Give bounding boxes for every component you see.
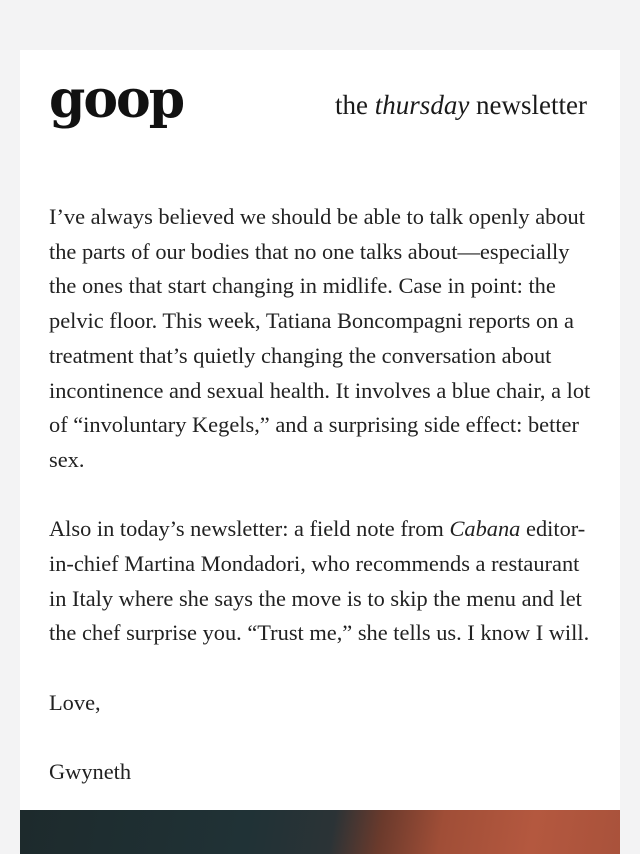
letter-paragraph-1: I’ve always believed we should be able to talk openly about the parts of our bodies that no one talks about—especially the ones that start changing in midlife. Case in point: the pelvic floor. This week, Tatiana Boncompagni reports on a treatment that’s quietly changing the conversation about incontinence and sexual health. It involves a blue chair, a lot of “involuntary Kegels,” and a surprising side effect: better sex. [49, 204, 591, 472]
letter-closing: Love, [49, 689, 101, 715]
letter-signature: Gwyneth [49, 759, 132, 785]
paragraph-2-rest: editor-in-chief Martina Mondadori, who recommends a restaurant in Italy where she says the move is to skip the menu and let the chef surprise you. “Trust me,” she tells us. I know I will. [49, 516, 590, 646]
tagline-prefix: the [335, 90, 369, 120]
tagline-suffix: newsletter [476, 90, 587, 120]
newsletter-tagline [335, 90, 587, 121]
hero-image[interactable] [20, 810, 620, 854]
paragraph-2-intro: Also in today’s newsletter: a field note from [49, 516, 444, 542]
goop-logo[interactable]: goop [49, 69, 184, 130]
letter-body [49, 200, 597, 825]
newsletter-card [20, 50, 620, 854]
cabana-title: Cabana [449, 516, 521, 542]
letter-paragraph-2 [49, 512, 597, 651]
tagline-day: thursday [374, 90, 470, 120]
